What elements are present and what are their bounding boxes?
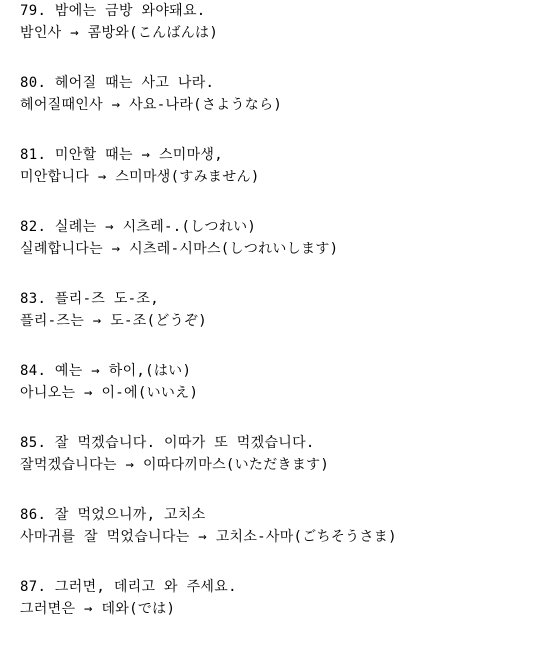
phrase-heading: 80. 헤어질 때는 사고 나라.: [20, 75, 215, 91]
phrase-detail: 그러면은 → 데와(では): [20, 601, 176, 617]
list-item: [20, 506, 545, 578]
phrase-heading: 82. 실례는 → 시츠레-.(しつれい): [20, 219, 257, 235]
phrase-heading: 87. 그러면, 데리고 와 주세요.: [20, 579, 237, 595]
list-item: [20, 578, 545, 650]
list-item: [20, 2, 545, 74]
phrase-detail: 사마귀를 잘 먹었습니다는 → 고치소-사마(ごちそうさま): [20, 529, 397, 545]
phrase-detail: 밤인사 → 콤방와(こんばんは): [20, 25, 219, 41]
phrase-detail: 잘먹겠습니다는 → 이따다끼마스(いただきます): [20, 457, 330, 473]
phrase-detail: 미안합니다 → 스미마생(すみません): [20, 169, 260, 185]
phrase-detail: 실례합니다는 → 시츠레-시마스(しつれいします): [20, 241, 339, 257]
list-item: [20, 434, 545, 506]
phrase-heading: 84. 예는 → 하이,(はい): [20, 363, 192, 379]
list-item: [20, 74, 545, 146]
phrase-heading: 86. 잘 먹었으니까, 고치소: [20, 507, 206, 523]
list-item: [20, 146, 545, 218]
list-item: [20, 290, 545, 362]
phrase-heading: 85. 잘 먹겠습니다. 이따가 또 먹겠습니다.: [20, 435, 315, 451]
phrase-detail: 헤어질때인사 → 사요-나라(さようなら): [20, 97, 283, 113]
phrase-list: [20, 0, 545, 648]
list-item: [20, 218, 545, 290]
phrase-detail: 아니오는 → 이-에(いいえ): [20, 385, 199, 401]
phrase-heading: 83. 플리-즈 도-조,: [20, 291, 159, 307]
phrase-heading: 81. 미안할 때는 → 스미마생,: [20, 147, 223, 163]
list-item: [20, 362, 545, 434]
phrase-detail: 플리-즈는 → 도-조(どうぞ): [20, 313, 207, 329]
phrase-heading: 79. 밤에는 금방 와야돼요.: [20, 3, 206, 19]
